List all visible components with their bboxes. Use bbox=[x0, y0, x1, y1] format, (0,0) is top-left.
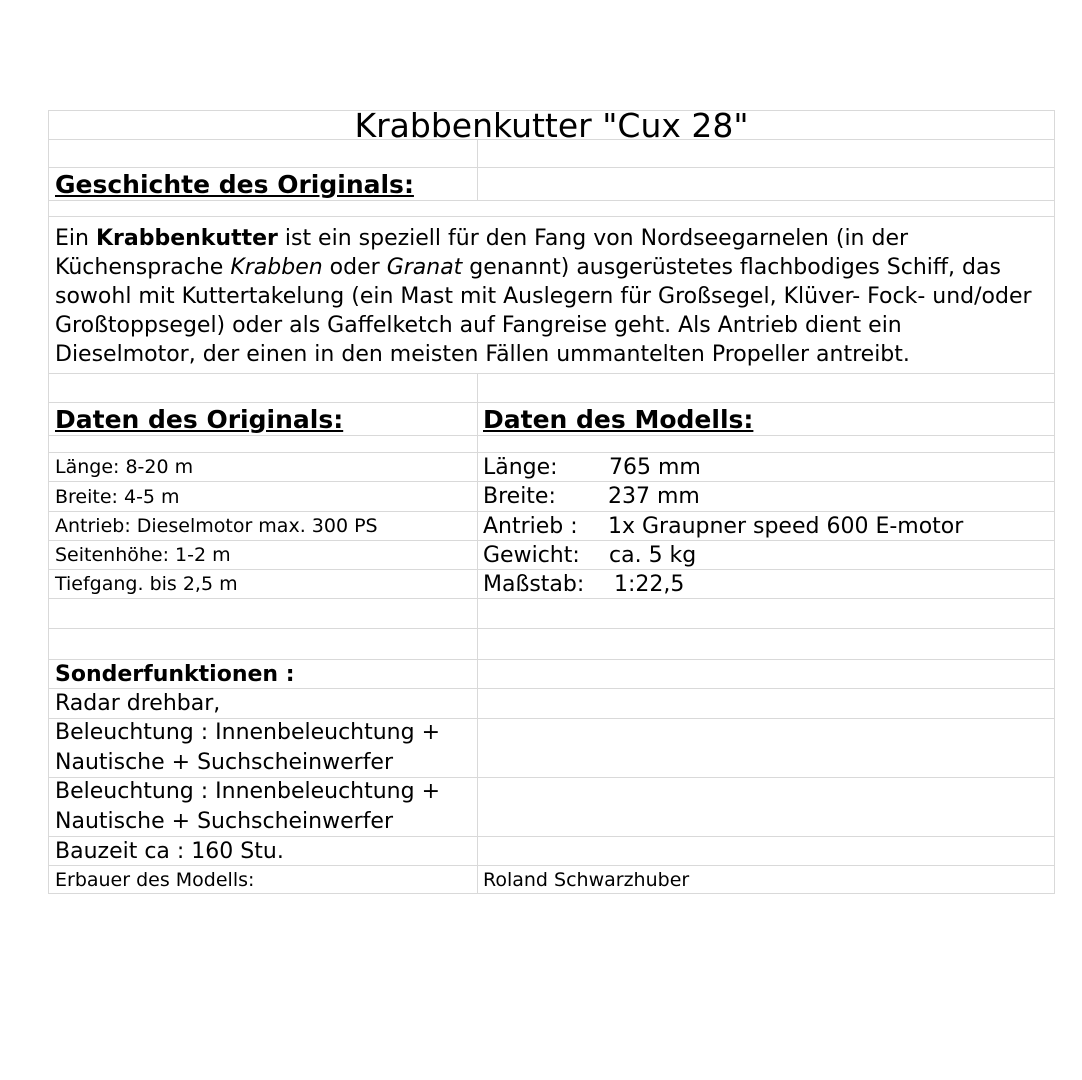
history-heading-row bbox=[49, 167, 1054, 200]
data-row bbox=[49, 481, 1054, 511]
empty-row bbox=[49, 373, 1054, 402]
original-draft: Tiefgang. bis 2,5 m bbox=[55, 573, 238, 595]
original-drive: Antrieb: Dieselmotor max. 300 PS bbox=[55, 515, 378, 537]
data-row bbox=[49, 452, 1054, 481]
model-width: Breite: 237 mm bbox=[483, 484, 700, 509]
history-paragraph: Ein Krabbenkutter ist ein speziell für den Fang von Nordseegarnelen (in der Küchensprache Krabben oder Granat genannt) ausgerüstetes flachbodiges Schiff, das sowohl mit Kuttertakelung (ein Mast mit Auslegern für Großsegel, Klüver- Fock- und/oder Großtoppsegel) oder als Gaffelketch auf Fangreise geht. Als Antrieb dient ein Dieselmotor, der einen in den meisten Fällen ummantelten Propeller antreibt. bbox=[55, 226, 1032, 367]
model-weight: Gewicht: ca. 5 kg bbox=[483, 542, 697, 568]
builder-name: Roland Schwarzhuber bbox=[483, 868, 690, 891]
history-heading: Geschichte des Originals: bbox=[55, 169, 414, 199]
model-length: Länge: 765 mm bbox=[483, 454, 701, 480]
special-heading: Sonderfunktionen : bbox=[55, 661, 295, 687]
term-krabben: Krabben bbox=[230, 255, 323, 280]
original-heading: Daten des Originals: bbox=[55, 404, 344, 434]
special-row bbox=[49, 688, 1054, 718]
model-heading: Daten des Modells: bbox=[483, 404, 754, 434]
model-drive: Antrieb : 1x Graupner speed 600 E-motor bbox=[483, 513, 964, 539]
empty-row bbox=[49, 628, 1054, 659]
build-time-row bbox=[49, 836, 1054, 865]
build-time: Bauzeit ca : 160 Stu. bbox=[55, 838, 284, 864]
spreadsheet bbox=[48, 105, 1055, 894]
history-text-row bbox=[49, 216, 1054, 373]
term-krabbenkutter: Krabbenkutter bbox=[95, 226, 278, 251]
empty-row bbox=[49, 139, 1054, 167]
special-item: Beleuchtung : Innenbeleuchtung + Nautische + Suchscheinwerfer bbox=[55, 779, 441, 834]
empty-row bbox=[49, 200, 1054, 216]
page-title: Krabbenkutter "Cux 28" bbox=[354, 105, 749, 145]
empty-row bbox=[49, 598, 1054, 628]
empty-row bbox=[49, 435, 1054, 452]
original-side-height: Seitenhöhe: 1-2 m bbox=[55, 544, 231, 566]
special-row bbox=[49, 718, 1054, 777]
data-row bbox=[49, 511, 1054, 540]
data-heading-row bbox=[49, 402, 1054, 435]
data-row bbox=[49, 540, 1054, 569]
original-length: Länge: 8-20 m bbox=[55, 456, 194, 478]
data-row bbox=[49, 569, 1054, 598]
special-item: Beleuchtung : Innenbeleuchtung + Nautische + Suchscheinwerfer bbox=[55, 720, 441, 775]
builder-row bbox=[49, 865, 1054, 894]
term-granat: Granat bbox=[386, 255, 463, 280]
model-scale: Maßstab: 1:22,5 bbox=[483, 571, 685, 597]
builder-label: Erbauer des Modells: bbox=[55, 868, 255, 891]
special-heading-row bbox=[49, 659, 1054, 688]
special-item: Radar drehbar, bbox=[55, 691, 221, 716]
original-width: Breite: 4-5 m bbox=[55, 485, 180, 508]
special-row bbox=[49, 777, 1054, 836]
title-row bbox=[49, 105, 1054, 145]
